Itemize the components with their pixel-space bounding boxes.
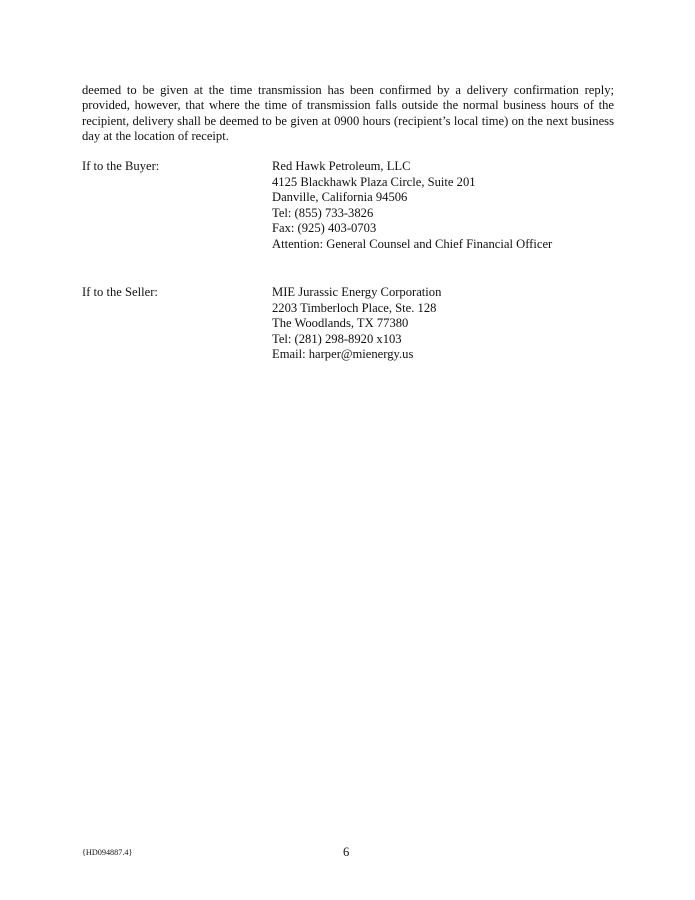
seller-address (272, 285, 441, 363)
buyer-telephone: Tel: (855) 733-3826 (272, 205, 374, 220)
document-reference: {HD094887.4} (82, 848, 133, 857)
buyer-city-state-zip: Danville, California 94506 (272, 190, 408, 204)
buyer-company-name: Red Hawk Petroleum, LLC (272, 159, 411, 173)
buyer-street-address: 4125 Blackhawk Plaza Circle, Suite 201 (272, 174, 476, 189)
buyer-attention: Attention: General Counsel and Chief Financial Officer (272, 236, 553, 251)
buyer-fax: Fax: (925) 403-0703 (272, 221, 377, 235)
seller-city-state-zip: The Woodlands, TX 77380 (272, 316, 409, 330)
seller-label: If to the Seller: (82, 285, 158, 299)
buyer-label: If to the Buyer: (82, 159, 160, 173)
notice-paragraph: deemed to be given at the time transmission has been confirmed by a delivery confirmation reply; provided, however, that where the time of transmission falls outside the normal business hours of the recipient, delivery shall be deemed to be given at 0900 hours (recipient’s local time) on the next business day at the location of receipt. (82, 83, 614, 144)
page-number: 6 (343, 845, 350, 859)
seller-telephone: Tel: (281) 298-8920 x103 (272, 331, 402, 346)
seller-street-address: 2203 Timberloch Place, Ste. 128 (272, 300, 437, 315)
buyer-address (272, 159, 552, 252)
seller-company-name: MIE Jurassic Energy Corporation (272, 285, 442, 299)
seller-email: Email: harper@mienergy.us (272, 347, 414, 361)
